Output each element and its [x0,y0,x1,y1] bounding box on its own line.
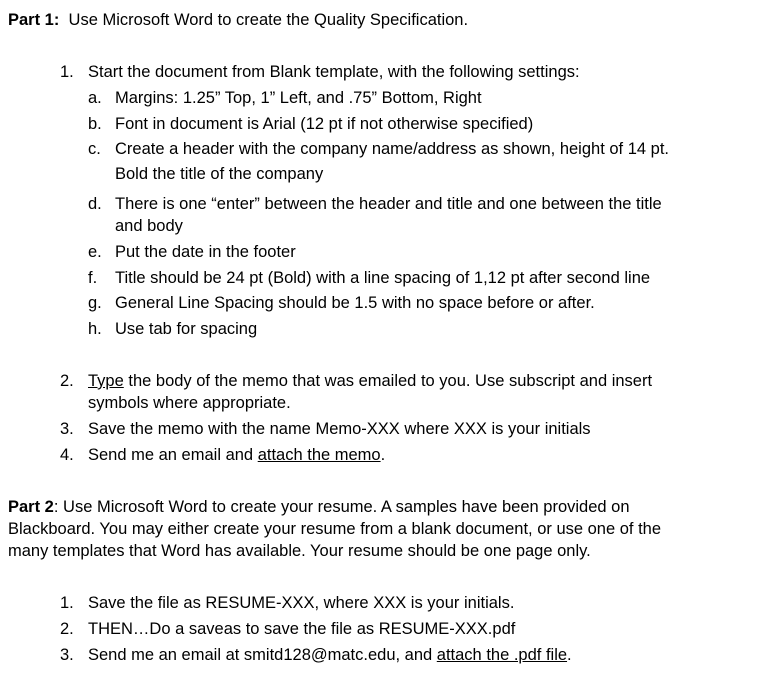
subitem-b-letter: b. [88,115,102,133]
subitem-h-letter: h. [88,320,102,338]
part2-item-1-number: 1. [60,594,74,612]
subitem-d-text-line1: There is one “enter” between the header and title and one between the title [115,195,662,213]
subitem-e-text: Put the date in the footer [115,243,296,261]
part1-heading [8,9,468,31]
subitem-c-letter: c. [88,140,101,158]
part2-item-3-text-post: . [567,646,572,664]
part2-intro-line2: Blackboard. You may either create your resume from a blank document, or use one of the [8,520,662,538]
part1-item-3-text: Save the memo with the name Memo-XXX where XXX is your initials [88,420,591,438]
part1-item-2-text-line1 [88,370,652,392]
subitem-a-text: Margins: 1.25” Top, 1” Left, and .75” Bottom, Right [115,89,482,107]
part1-item-1-text: Start the document from Blank template, with the following settings: [88,63,580,81]
subitem-c-text-line1: Create a header with the company name/address as shown, height of 14 pt. [115,140,669,158]
part1-item-1-number: 1. [60,63,74,81]
subitem-d-letter: d. [88,195,102,213]
part1-item-4-text [88,444,385,466]
part1-label: Part 1: [8,11,60,29]
subitem-f-letter: f. [88,269,98,287]
part1-item-2-text-rest: the body of the memo that was emailed to you. Use subscript and insert [123,372,653,390]
part1-item-4-text-post: . [380,446,386,464]
subitem-e-letter: e. [88,243,102,261]
part1-heading-text: Use Microsoft Word to create the Quality Specification. [68,11,469,29]
part2-item-3-text-pre: Send me an email at smitd128@matc.edu, and [88,646,437,664]
subitem-c-text-line2: Bold the title of the company [115,165,324,183]
part2-intro-line3: many templates that Word has available. Your resume should be one page only. [8,542,591,560]
part1-item-4-number: 4. [60,446,74,464]
part2-label: Part 2 [8,498,54,516]
attach-memo-link[interactable]: attach the memo [257,446,381,464]
subitem-b-text: Font in document is Arial (12 pt if not otherwise specified) [115,115,534,133]
part2-intro-text1: : Use Microsoft Word to create your resume. A samples have been provided on [53,498,630,516]
part2-item-1-text: Save the file as RESUME-XXX, where XXX is your initials. [88,594,515,612]
part1-item-3-number: 3. [60,420,74,438]
type-link[interactable]: Type [88,372,124,390]
subitem-f-text: Title should be 24 pt (Bold) with a line spacing of 1,12 pt after second line [115,269,651,287]
part2-item-2-number: 2. [60,620,74,638]
part1-item-2-text-line2: symbols where appropriate. [88,394,291,412]
part1-item-4-text-pre: Send me an email and [88,446,258,464]
subitem-d-text-line2: and body [115,217,183,235]
part2-item-3-number: 3. [60,646,74,664]
part2-item-2-text: THEN…Do a saveas to save the file as RESUME-XXX.pdf [88,620,516,638]
subitem-h-text: Use tab for spacing [115,320,258,338]
part2-intro-line1 [8,496,630,518]
subitem-a-letter: a. [88,89,102,107]
part2-item-3-text [88,644,572,666]
subitem-g-text: General Line Spacing should be 1.5 with no space before or after. [115,294,595,312]
subitem-g-letter: g. [88,294,102,312]
attach-pdf-link[interactable]: attach the .pdf file [436,646,568,664]
part1-item-2-number: 2. [60,372,74,390]
